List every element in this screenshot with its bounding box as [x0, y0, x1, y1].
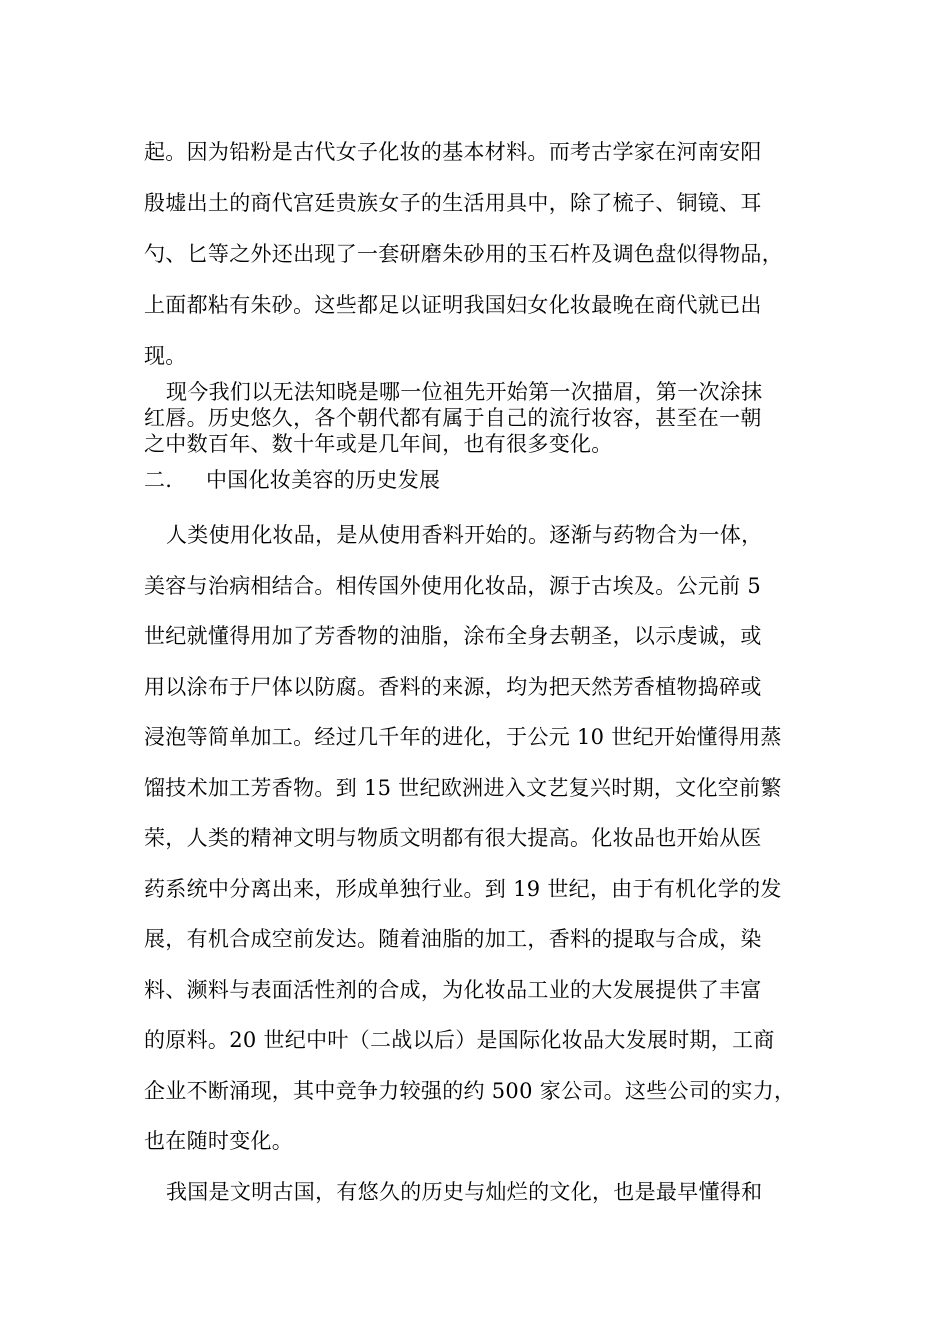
paragraph-3-line-10: 料、濒料与表面活性剂的合成，为化妆品工业的大发展提供了丰富: [144, 978, 762, 1002]
paragraph-3-line-6: 馏技术加工芳香物。到 15 世纪欧洲进入文艺复兴时期，文化空前繁: [144, 776, 782, 800]
paragraph-3-line-3: 世纪就懂得用加了芳香物的油脂，涂布全身去朝圣，以示虔诚，或: [144, 624, 762, 648]
section-number: 二.: [144, 468, 173, 492]
paragraph-2-line-3: 之中数百年、数十年或是几年间，也有很多变化。: [144, 432, 613, 456]
paragraph-3-line-7: 荣，人类的精神文明与物质文明都有很大提高。化妆品也开始从医: [144, 826, 762, 850]
paragraph-2-line-1: 现今我们以无法知晓是哪一位祖先开始第一次描眉，第一次涂抹: [166, 380, 763, 404]
paragraph-1-line-4: 上面都粘有朱砂。这些都足以证明我国妇女化妆最晚在商代就已出: [144, 293, 762, 317]
paragraph-3-line-13: 也在随时变化。: [144, 1129, 294, 1153]
paragraph-3-line-2: 美容与治病相结合。相传国外使用化妆品，源于古埃及。公元前 5: [144, 574, 762, 598]
paragraph-3-line-12: 企业不断涌现，其中竞争力较强的约 500 家公司。这些公司的实力，: [144, 1079, 796, 1103]
paragraph-2-line-2: 红唇。历史悠久，各个朝代都有属于自己的流行妆容，甚至在一朝: [144, 406, 762, 430]
paragraph-1-line-3: 勺、匕等之外还出现了一套研磨朱砂用的玉石杵及调色盘似得物品，: [144, 242, 783, 266]
section-heading: [144, 466, 804, 494]
paragraph-4-line-1: 我国是文明古国，有悠久的历史与灿烂的文化，也是最早懂得和: [166, 1180, 763, 1204]
paragraph-1-line-1: 起。因为铅粉是古代女子化妆的基本材料。而考古学家在河南安阳: [144, 140, 762, 164]
paragraph-3-line-8: 药系统中分离出来，形成单独行业。到 19 世纪，由于有机化学的发: [144, 877, 782, 901]
paragraph-1-line-2: 殷墟出土的商代宫廷贵族女子的生活用具中，除了梳子、铜镜、耳: [144, 191, 762, 215]
paragraph-3-line-5: 浸泡等简单加工。经过几千年的进化，于公元 10 世纪开始懂得用蒸: [144, 725, 782, 749]
paragraph-3-line-9: 展，有机合成空前发达。随着油脂的加工，香料的提取与合成，染: [144, 927, 762, 951]
section-title: 中国化妆美容的历史发展: [206, 468, 441, 492]
paragraph-1-line-5: 现。: [144, 344, 187, 368]
paragraph-3-line-4: 用以涂布于尸体以防腐。香料的来源，均为把天然芳香植物捣碎或: [144, 675, 762, 699]
paragraph-3-line-1: 人类使用化妆品，是从使用香料开始的。逐渐与药物合为一体，: [166, 523, 763, 547]
paragraph-3-line-11: 的原料。20 世纪中叶（二战以后）是国际化妆品大发展时期，工商: [144, 1028, 775, 1052]
